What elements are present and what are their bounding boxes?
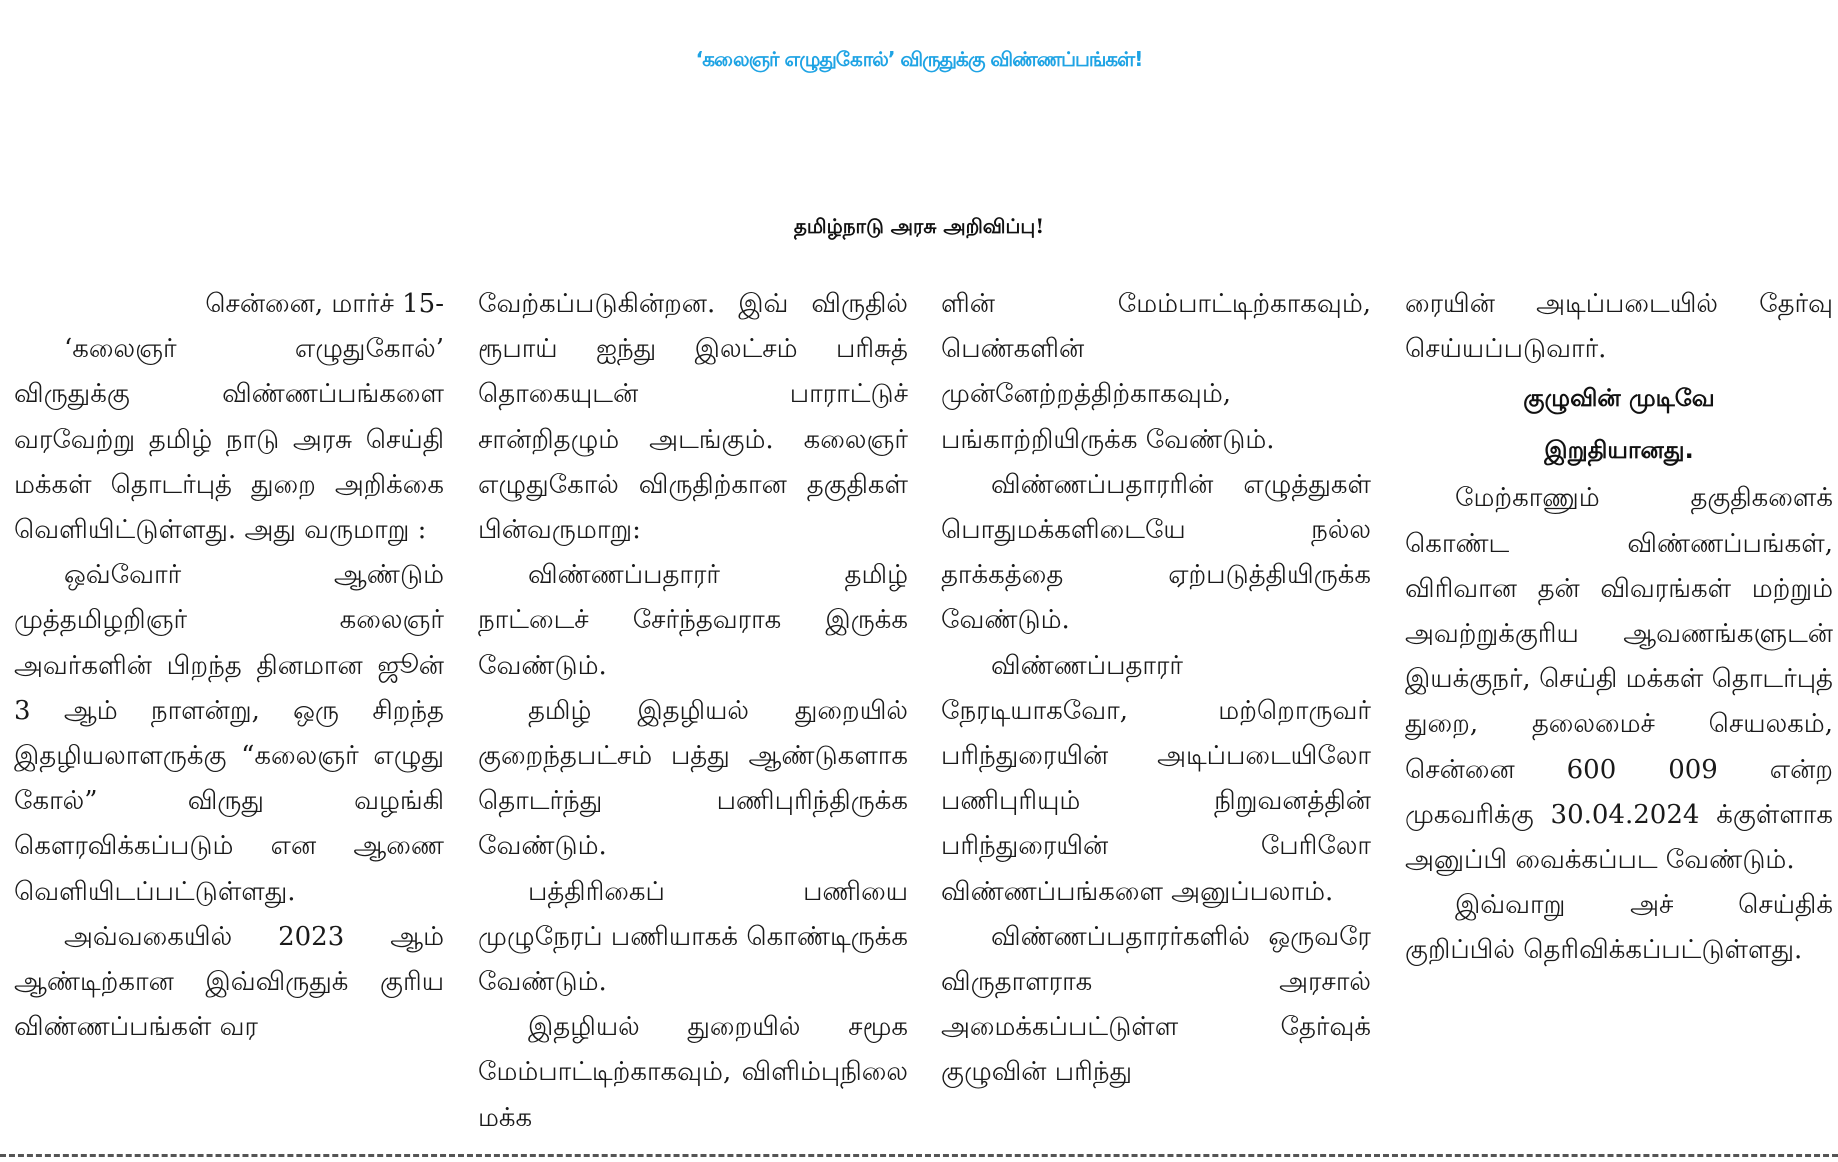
article-paragraph: இவ்வாறு அச் செய்திக் குறிப்பில் தெரிவிக்கப்பட்டுள்ளது. [1405, 890, 1833, 966]
section-subheading [1405, 372, 1833, 476]
article-paragraph: மேற்காணும் தகுதிகளைக் கொண்ட விண்ணப்பங்கள், விரிவான தன் விவரங்கள் மற்றும் அவற்றுக்குரிய ஆவணங்களுடன் இயக்குநர், செய்தி மக்கள் தொடர்புத் துறை, தலைமைச் செயலகம், சென்னை 600 009 என்ற முகவரிக்கு 30.04.2024 க்குள்ளாக அனுப்பி வைக்கப்பட வேண்டும். [1405, 483, 1833, 876]
article-paragraph: ஒவ்வோர் ஆண்டும் முத்தமிழறிஞர் கலைஞர் அவர்களின் பிறந்த தினமான ஜூன் 3 ஆம் நாளன்று, ஒரு சிறந்த இதழியலாளருக்கு “கலைஞர் எழுது கோல்” விருது வழங்கி கௌரவிக்கப்படும் என ஆணை வெளியிடப்பட்டுள்ளது. [14, 560, 444, 907]
article-column-4 [1405, 282, 1833, 1142]
bottom-dashed-rule [0, 1154, 1838, 1157]
subheading-line: இறுதியானது. [1544, 436, 1694, 465]
article-paragraph: விண்ணப்பதாரர் நேரடியாகவோ, மற்றொருவர் பரிந்துரையின் அடிப்படையிலோ பணிபுரியும் நிறுவனத்தின் பரிந்துரையின் பேரிலோ விண்ணப்பங்களை அனுப்பலாம். [941, 650, 1371, 907]
article-paragraph: ‘கலைஞர் எழுதுகோல்’ விருதுக்கு விண்ணப்பங்களை வரவேற்று தமிழ் நாடு அரசு செய்தி மக்கள் தொடர்புத் துறை அறிக்கை வெளியிட்டுள்ளது. அது வருமாறு : [14, 334, 444, 546]
article-paragraph: அவ்வகையில் 2023 ஆம் ஆண்டிற்கான இவ்விருதுக் குரிய விண்ணப்பங்கள் வர [14, 921, 444, 1043]
article-paragraph: விண்ணப்பதாரர்களில் ஒருவரே விருதாளராக அரசால் அமைக்கப்பட்டுள்ள தேர்வுக் குழுவின் பரிந்து [941, 921, 1371, 1088]
subheading-line: குழுவின் முடிவே [1523, 384, 1715, 413]
article-paragraph: இதழியல் துறையில் சமூக மேம்பாட்டிற்காகவும், விளிம்புநிலை மக்க [478, 1012, 908, 1133]
article-paragraph: ளின் மேம்பாட்டிற்காகவும், பெண்களின் முன்னேற்றத்திற்காகவும், பங்காற்றியிருக்க வேண்டும். [941, 289, 1371, 455]
subheadline: தமிழ்நாடு அரசு அறிவிப்பு! [793, 214, 1045, 238]
article-column-2 [478, 282, 908, 1142]
article-column-1 [14, 282, 444, 1142]
dateline: சென்னை, மார்ச் 15- [205, 289, 444, 319]
article-paragraph: விண்ணப்பதாரரின் எழுத்துகள் பொதுமக்களிடையே நல்ல தாக்கத்தை ஏற்படுத்தியிருக்க வேண்டும். [941, 469, 1371, 636]
article-paragraph: விண்ணப்பதாரர் தமிழ் நாட்டைச் சேர்ந்தவராக இருக்க வேண்டும். [478, 560, 908, 681]
headline: ‘கலைஞர் எழுதுகோல்’ விருதுக்கு விண்ணப்பங்கள்! [695, 47, 1143, 71]
article-column-3 [941, 282, 1371, 1142]
article-paragraph: தமிழ் இதழியல் துறையில் குறைந்தபட்சம் பத்து ஆண்டுகளாக தொடர்ந்து பணிபுரிந்திருக்க வேண்டும். [478, 695, 908, 862]
article-paragraph: பத்திரிகைப் பணியை முழுநேரப் பணியாகக் கொண்டிருக்க வேண்டும். [478, 876, 908, 998]
article-paragraph: ரையின் அடிப்படையில் தேர்வு செய்யப்படுவார். [1405, 289, 1833, 365]
article-paragraph: வேற்கப்படுகின்றன. இவ் விருதில் ரூபாய் ஐந்து இலட்சம் பரிசுத் தொகையுடன் பாராட்டுச் சான்றிதழும் அடங்கும். கலைஞர் எழுதுகோல் விருதிற்கான தகுதிகள் பின்வருமாறு: [478, 289, 908, 546]
